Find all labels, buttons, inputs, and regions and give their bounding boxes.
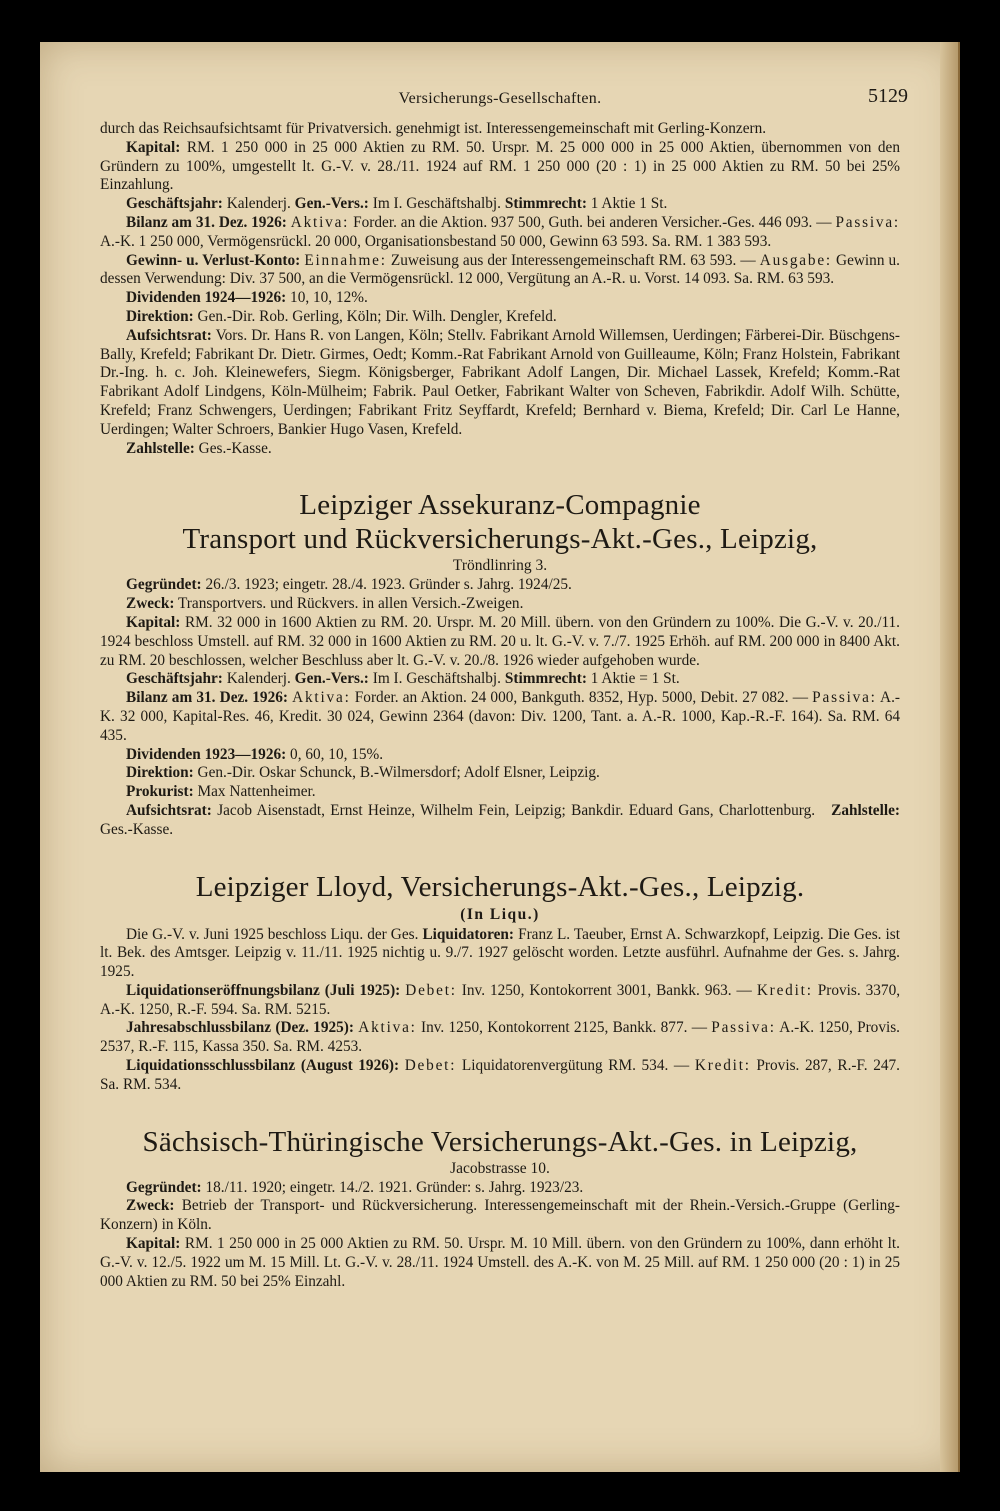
direktion-label: Direktion: [126,307,194,325]
lloyd-status: (In Liqu.) [460,905,540,923]
lloyd-schluss-kredit-text: Provis. 287, R.-F. 247. Sa. RM. 534. [100,1057,900,1093]
assekuranz-gj-label: Geschäftsjahr: [126,670,223,688]
guv-label: Gewinn- u. Verlust-Konto: [126,251,301,269]
zahlstelle-paragraph [100,440,900,459]
lloyd-eroeff-debet-text: Inv. 1250, Kontokorrent 3001, Bankk. 963. — [461,981,752,999]
assekuranz-prokurist-paragraph [100,783,900,802]
binding-gutter [940,42,958,1472]
zahlstelle-label: Zahlstelle: [126,439,195,457]
gj-label: Geschäftsjahr: [126,195,223,213]
assekuranz-aktiva-text: Forder. an Aktion. 24 000, Bankguth. 8352, Hyp. 5000, Debit. 27 082. — [354,689,808,707]
dividend-text: 10, 10, 12%. [290,289,368,307]
assekuranz-gv-label: Gen.-Vers.: [294,670,369,688]
document-page [40,42,958,1472]
assekuranz-zweck-paragraph [100,595,900,614]
assekuranz-gegr-text: 26./3. 1923; eingetr. 28./4. 1923. Gründer s. Jahrg. 1924/25. [205,576,572,594]
assekuranz-aktiva-word: Aktiva: [292,689,351,707]
saechsisch-gegr-text: 18./11. 1920; eingetr. 14./2. 1921. Gründer: s. Jahrg. 1923/23. [205,1178,584,1196]
assekuranz-gv-text: Im I. Geschäftshalbj. [372,670,502,688]
lloyd-eroeff-label: Liquidationseröffnungsbilanz (Juli 1925): [126,981,401,999]
einnahme-text: Zuweisung aus der Interessengemeinschaft RM. 63 593. — [390,251,756,269]
passiva-word: Passiva: [835,213,900,231]
lloyd-liq-label: Liquidatoren: [422,925,514,943]
lloyd-jahres-aktiva-word: Aktiva: [358,1019,417,1037]
continued-intro: durch das Reichsaufsichtsamt für Privatversich. genehmigt ist. Interessengemeinschaft mit Gerling-Konzern. [100,120,767,137]
saechsisch-address: Jacobstrasse 10. [450,1159,550,1177]
assekuranz-dividend-paragraph [100,746,900,765]
assekuranz-kapital-label: Kapital: [126,613,181,631]
direktion-paragraph [100,308,900,327]
assekuranz-address: Tröndlinring 3. [452,557,548,575]
assekuranz-passiva-word: Passiva: [812,689,877,707]
aktiva-text: Forder. an die Aktion. 937 500, Guth. bei anderen Versicher.-Ges. 446 093. — [353,213,832,231]
kapital-text: RM. 1 250 000 in 25 000 Aktien zu RM. 50. Urspr. M. 25 000 000 in 25 000 Aktien, übernommen von den Gründern zu 100%, umgestellt lt. G.-V. v. 28./11. 1924 auf RM. 1 250 000 (20 : 1) in 25 000 Aktien zu RM. 50 bei 25% Einzahlung. [100,138,900,194]
gv-label: Gen.-Vers.: [294,195,369,213]
running-head [100,85,908,112]
lloyd-intro-paragraph [100,926,900,982]
assekuranz-direktion-paragraph [100,764,900,783]
bilanz-paragraph [100,214,900,252]
saechsisch-zweck-paragraph [100,1197,900,1235]
ausgabe-text: Gewinn u. dessen Verwendung: Div. 37 500, an die Vermögensrückl. 12 000, Vergütung an A.-R. u. Vorst. 14 093. Sa. RM. 63 593. [100,251,900,288]
saechsisch-title: Sächsisch-Thüringische Versicherungs-Akt.-Ges. in Leipzig, [142,1125,858,1158]
passiva-text: A.-K. 1 250 000, Vermögensrückl. 20 000, Organisationsbestand 50 000, Gewinn 63 593. Sa. RM. 1 383 593. [100,232,772,250]
lloyd-schluss-debet-text: Liquidatorenvergütung RM. 534. — [461,1057,690,1075]
assekuranz-zahlstelle-text: Ges.-Kasse. [100,820,174,838]
saechsisch-zweck-text: Betrieb der Transport- und Rückversicherung. Interessengemeinschaft mit der Rhein.-Versich.-Gruppe (Gerling-Konzern) in Köln. [100,1197,900,1234]
assekuranz-aufsichtsrat-label: Aufsichtsrat: [126,801,212,819]
assekuranz-passiva-text: A.-K. 32 000, Kapital-Res. 46, Kredit. 30 024, Gewinn 2364 (davon: Div. 1200, Tant. a. A.-R. 1000, Kap.-R.-F. 164). Sa. RM. 64 435. [100,689,901,744]
lloyd-eroeff-kredit-word: Kredit: [756,981,813,999]
gv-text: Im I. Geschäftshalbj. [372,195,502,213]
assekuranz-kapital-text: RM. 32 000 in 1600 Aktien zu RM. 20. Urspr. M. 20 Mill. übern. von den Gründern zu 100%. Die G.-V. v. 20./11. 1924 beschloss Umstell. auf RM. 32 000 in 1600 Aktien zu RM. 20 u. lt. G.-V. v. 7./7. 1925 Erhöh. auf RM. 200 000 in 8400 Akt. zu RM. 20 beschlossen, welcher Beschluss aber lt. G.-V. v. 20./8. 1926 wieder aufgehoben wurde. [100,613,901,669]
saechsisch-zweck-label: Zweck: [126,1197,175,1215]
running-head-title: Versicherungs-Gesellschaften. [398,90,602,107]
lloyd-intro-text: Die G.-V. v. Juni 1925 beschloss Liqu. der Ges. [126,925,419,943]
assekuranz-gegr-paragraph [100,576,900,595]
aufsichtsrat-text: Vors. Dr. Hans R. von Langen, Köln; Stellv. Fabrikant Arnold Willemsen, Uerdingen; Färberei-Dir. Büschgens-Bally, Krefeld; Fabrikant Dr. Dietr. Girmes, Oedt; Komm.-Rat Fabrikant Arnold von Guilleaume, Köln; Franz Holstein, Fabrikant Dr.-Ing. h. c. Joh. Kleinewefers, Siegm. Königsberger, Fabrikant Adolf Langen, Dir. Michael Lassek, Krefeld; Komm.-Rat Fabrikant Adolf Lindgens, Köln-Mülheim; Fabrik. Paul Oetker, Fabrikant Walter von Scheven, Fabrikdir. Adolf Wilh. Schütte, Krefeld; Franz Schwengers, Uerdingen; Fabrikant Fritz Seyffardt, Krefeld; Bernhard v. Biema, Krefeld; Dir. Carl Le Hanne, Uerdingen; Walter Schroers, Bankier Hugo Vasen, Krefeld. [100,326,900,438]
ausgabe-word: Ausgabe: [759,251,832,269]
assekuranz-stimm-label: Stimmrecht: [504,670,587,688]
lloyd-schluss-debet-word: Debet: [404,1057,457,1075]
meta-paragraph [100,195,900,214]
gj-text: Kalenderj. [226,195,291,213]
saechsisch-kapital-label: Kapital: [126,1235,181,1253]
assekuranz-direktion-text: Gen.-Dir. Oskar Schunck, B.-Wilmersdorf; Adolf Elsner, Leipzig. [197,764,600,782]
assekuranz-aufsichtsrat-text: Jacob Aisenstadt, Ernst Heinze, Wilhelm Fein, Leipzig; Bankdir. Eduard Gans, Charlottenburg. [217,801,816,819]
saechsisch-kapital-text: RM. 1 250 000 in 25 000 Aktien zu RM. 50. Urspr. M. 10 Mill. übern. von den Gründern zu 100%, dann erhöht lt. G.-V. v. 12./5. 1922 um M. 15 Mill. Lt. G.-V. v. 28./11. 1924 Umstell. des A.-K. von M. 25 Mill. auf RM. 1 250 000 (20 : 1) in 25 000 Aktien zu RM. 50 bei 25% Einzahl. [100,1235,900,1290]
zahlstelle-text: Ges.-Kasse. [198,439,272,457]
kapital-label: Kapital: [126,138,181,156]
page-content [100,85,908,1291]
assekuranz-gj-text: Kalenderj. [226,670,291,688]
lloyd-jahres-passiva-text: A.-K. 1250, Provis. 2537, R.-F. 115, Kassa 350. Sa. RM. 4253. [100,1019,901,1056]
assekuranz-title-line2: Transport und Rückversicherungs-Akt.-Ges., Leipzig, [182,523,818,556]
assekuranz-zweck-label: Zweck: [126,595,175,613]
assekuranz-title-line1: Leipziger Assekuranz-Compagnie [299,489,701,522]
lloyd-jahres-aktiva-text: Inv. 1250, Kontokorrent 2125, Bankk. 877. — [421,1019,707,1037]
dividend-paragraph [100,289,900,308]
assekuranz-kapital-paragraph [100,614,900,670]
stimm-text: 1 Aktie 1 St. [590,195,668,213]
assekuranz-dividend-label: Dividenden 1923—1926: [126,745,287,763]
lloyd-jahres-passiva-word: Passiva: [711,1019,776,1037]
lloyd-liq-text: Franz L. Taeuber, Ernst A. Schwarzkopf, Leipzig. Die Ges. ist lt. Bek. des Amtsger. Leipzig v. 11./11. 1925 nichtig u. 9./7. 1927 gelöscht worden. Letzte ausführl. Aufnahme der Ges. s. Jahrg. 1925. [100,925,901,981]
aktiva-word: Aktiva: [290,213,350,231]
assekuranz-prokurist-label: Prokurist: [126,783,194,801]
lloyd-schluss-kredit-word: Kredit: [694,1057,751,1075]
einnahme-word: Einnahme: [304,251,387,269]
lloyd-eroeff-debet-word: Debet: [405,981,457,999]
lloyd-schluss-label: Liquidationsschlussbilanz (August 1926): [126,1057,400,1075]
aufsichtsrat-paragraph [100,327,900,440]
saechsisch-kapital-paragraph [100,1235,900,1291]
assekuranz-aufsichtsrat-paragraph [100,802,900,840]
lloyd-schluss-paragraph [100,1057,900,1095]
lloyd-jahres-label: Jahresabschlussbilanz (Dez. 1925): [126,1019,354,1037]
lloyd-eroeff-kredit-text: Provis. 3370, A.-K. 1250, R.-F. 594. Sa. RM. 5215. [100,981,901,1018]
bilanz-label: Bilanz am 31. Dez. 1926: [126,213,287,231]
lloyd-eroeff-paragraph [100,982,900,1020]
saechsisch-gegr-paragraph [100,1179,900,1198]
lloyd-jahres-paragraph [100,1019,900,1057]
kapital-paragraph [100,139,900,195]
saechsisch-gegr-label: Gegründet: [126,1178,202,1196]
direktion-text: Gen.-Dir. Rob. Gerling, Köln; Dir. Wilh. Dengler, Krefeld. [197,307,557,325]
assekuranz-direktion-label: Direktion: [126,764,194,782]
dividend-label: Dividenden 1924—1926: [126,289,287,307]
assekuranz-prokurist-text: Max Nattenheimer. [197,783,316,801]
guv-paragraph [100,252,900,290]
assekuranz-meta-paragraph [100,670,900,689]
lloyd-title: Leipziger Lloyd, Versicherungs-Akt.-Ges., Leipzig. [195,870,805,903]
assekuranz-zahlstelle-label: Zahlstelle: [831,801,900,819]
page-edge [958,42,960,1472]
assekuranz-gegr-label: Gegründet: [126,576,202,594]
assekuranz-bilanz-label: Bilanz am 31. Dez. 1926: [126,689,288,707]
assekuranz-dividend-text: 0, 60, 10, 15%. [290,745,384,763]
assekuranz-zweck-text: Transportvers. und Rückvers. in allen Versich.-Zweigen. [178,595,524,613]
assekuranz-stimm-text: 1 Aktie = 1 St. [590,670,680,688]
aufsichtsrat-label: Aufsichtsrat: [126,326,212,344]
page-number: 5129 [868,85,908,107]
stimm-label: Stimmrecht: [504,195,587,213]
assekuranz-bilanz-paragraph [100,689,900,745]
